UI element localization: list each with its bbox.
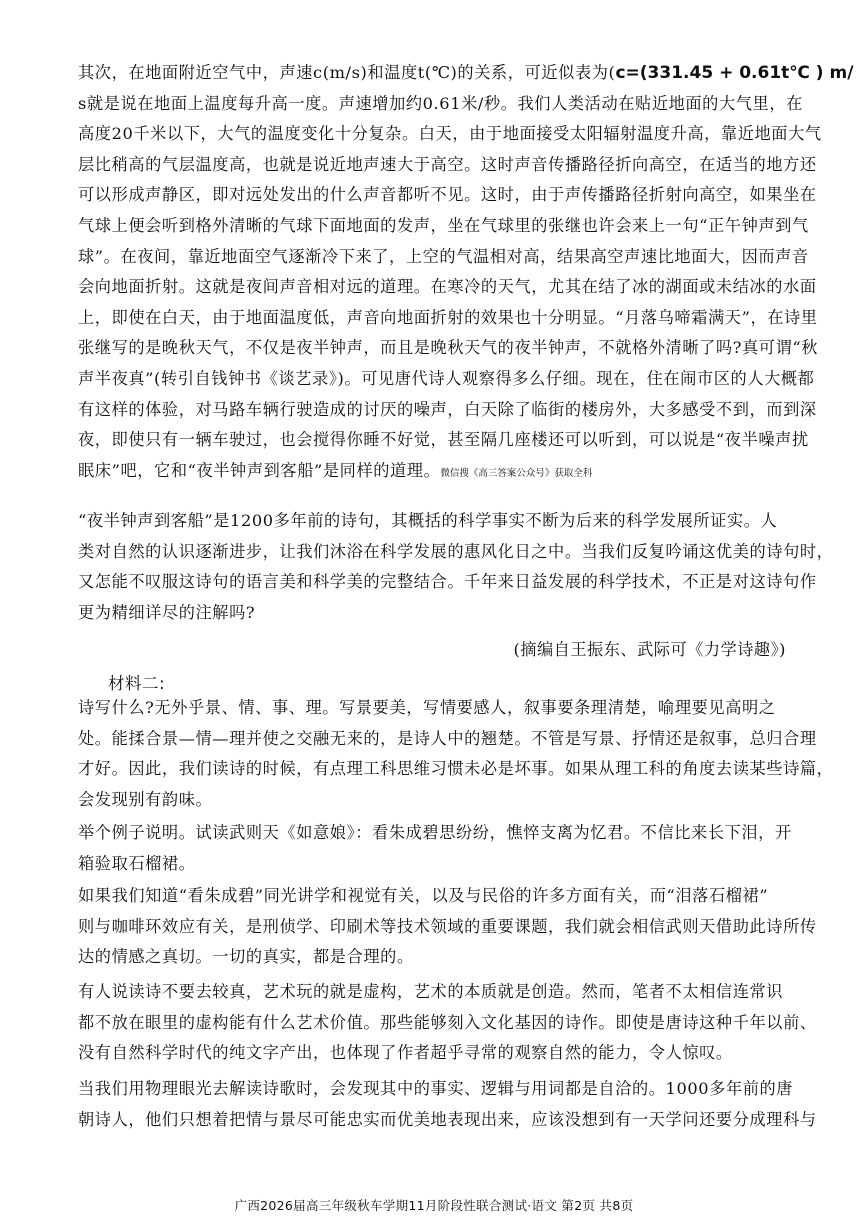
text-line: 箱验取石榴裙。 <box>78 853 196 873</box>
text-line: 声半夜真”(转引自钱钟书《谈艺录》)。可见唐代诗人观察得多么仔细。现在，住在闹市区的人大概都 <box>78 368 815 388</box>
text-line: 会向地面折射。这就是夜间声音相对远的道理。在寒冷的天气，尤其在结了冰的湖面或未结冰的水面 <box>78 277 817 297</box>
formula: c=(331.45 + 0.61t℃ ) m/ <box>615 63 854 83</box>
paragraph-example <box>78 818 790 879</box>
text-line: s就是说在地面上温度每升高一度。声速增加约0.61米/秒。我们人类活动在贴近地面的大气里，在 <box>78 93 803 113</box>
text-line: 会发现别有韵味。 <box>78 789 213 809</box>
text-line: 可以形成声静区，即对远处发出的什么声音都听不见。这时，由于声传播路径折射向高空，如果坐在 <box>78 185 817 205</box>
text-line: 没有自然科学时代的纯文字产出，也体现了作者超乎寻常的观察自然的能力，令人惊叹。 <box>78 1043 733 1063</box>
paragraph-art-fiction <box>78 977 817 1069</box>
paragraph-what-poems-write <box>78 693 834 815</box>
paragraph-sound-speed <box>78 58 854 486</box>
text-line: 举个例子说明。试读武则天《如意娘》：看朱成碧思纷纷，憔悴支离为忆君。不信比来长下泪，开 <box>78 823 792 842</box>
text-line: 夜，即使只有一辆车驶过，也会搅得你睡不好觉，甚至隔几座楼还可以听到，可以说是“夜半噪声扰 <box>78 430 809 450</box>
page-footer: 广西2026届高三年级秋车学期11月阶段性联合测试·语文 第2页 共8页 <box>234 1198 634 1213</box>
text-line: 又怎能不叹服这诗句的语言美和科学美的完整结合。千年来日益发展的科学技术，不正是对这诗句作 <box>78 572 817 592</box>
text-span: 眠床”吧，它和“夜半钟声到客船”是同样的道理。 <box>78 460 441 480</box>
text-line: 张继写的是晚秋天气，不仅是夜半钟声，而且是晚秋天气的夜半钟声，不就格外清晰了吗?真可谓“秋 <box>78 338 819 358</box>
text-line: 气球上便会听到格外清晰的气球下面地面的发声，坐在气球里的张继也许会来上一句“正午钟声到气 <box>78 215 809 235</box>
paragraph-physics-view <box>78 1074 817 1135</box>
text-line: 高度20千米以下，大气的温度变化十分复杂。白天，由于地面接受太阳辐射温度升高，靠近地面大气 <box>78 124 822 144</box>
text-line: 当我们用物理眼光去解读诗歌时，会发现其中的事实、逻辑与用词都是自洽的。1000多年前的唐 <box>78 1079 794 1098</box>
text-line: “夜半钟声到客船”是1200多年前的诗句，其概括的科学事实不断为后来的科学发展所证实。人 <box>78 511 778 530</box>
watermark-note: 微信搜《高三答案公众号》获取全科 <box>440 467 593 479</box>
text-line: 层比稍高的气层温度高，也就是说近地声速大于高空。这时声音传播路径折向高空，在适当的地方还 <box>78 154 817 174</box>
text-line: 都不放在眼里的虚构能有什么艺术价值。那些能够刻入文化基因的诗作。即使是唐诗这种千年以前、 <box>78 1012 817 1032</box>
source-citation: (摘编自王振东、武际可《力学诗趣》) <box>513 640 786 659</box>
text-line: 朝诗人，他们只想着把情与景尽可能忠实而优美地表现出来，应该没想到有一天学问还要分成理科与 <box>78 1109 817 1129</box>
text-line: 诗写什么?无外乎景、情、事、理。写景要美，写情要感人，叙事要条理清楚，喻理要见高明之 <box>78 698 776 717</box>
text-line <box>78 58 854 89</box>
text-span: 其次，在地面附近空气中，声速c(m/s)和温度t(℃)的关系，可近似表为( <box>78 63 616 82</box>
text-line: 类对自然的认识逐渐进步，让我们沐浴在科学发展的惠风化日之中。当我们反复吟诵这优美的诗句时， <box>78 541 834 561</box>
material-two-heading: 材料二: <box>108 674 166 693</box>
paragraph-kanzhuchengbi <box>78 881 817 973</box>
text-line: 如果我们知道“看朱成碧”同光讲学和视觉有关，以及与民俗的许多方面有关，而“泪落石榴裙” <box>78 886 769 905</box>
text-line: 更为精细详尽的注解吗? <box>78 602 256 622</box>
text-line: 上，即使在白天，由于地面温度低，声音向地面折射的效果也十分明显。“月落乌啼霜满天”，在诗里 <box>78 307 818 327</box>
text-line: 达的情感之真切。一切的真实，都是合理的。 <box>78 947 414 967</box>
paragraph-poem-science <box>78 506 834 628</box>
text-line: 有这样的体验，对马路车辆行驶造成的讨厌的噪声，白天除了临街的楼房外，大多感受不到，而到深 <box>78 399 817 419</box>
text-line: 球”。在夜间，靠近地面空气逐渐冷下来了，上空的气温相对高，结果高空声速比地面大，因而声音 <box>78 246 809 266</box>
text-line <box>78 456 790 487</box>
text-line: 处。能揉合景—情—理并使之交融无来的，是诗人中的翘楚。不管是写景、抒情还是叙事，总归合理 <box>78 728 817 748</box>
text-line: 则与咖啡环效应有关，是刑侦学、印刷术等技术领域的重要课题，我们就会相信武则天借助此诗所传 <box>78 916 817 936</box>
text-line: 有人说读诗不要去较真，艺术玩的就是虚构，艺术的本质就是创造。然而，笔者不太相信连常识 <box>78 982 784 1001</box>
text-line: 才好。因此，我们读诗的时候，有点理工科思维习惯未必是坏事。如果从理工科的角度去读某些诗篇， <box>78 759 834 779</box>
